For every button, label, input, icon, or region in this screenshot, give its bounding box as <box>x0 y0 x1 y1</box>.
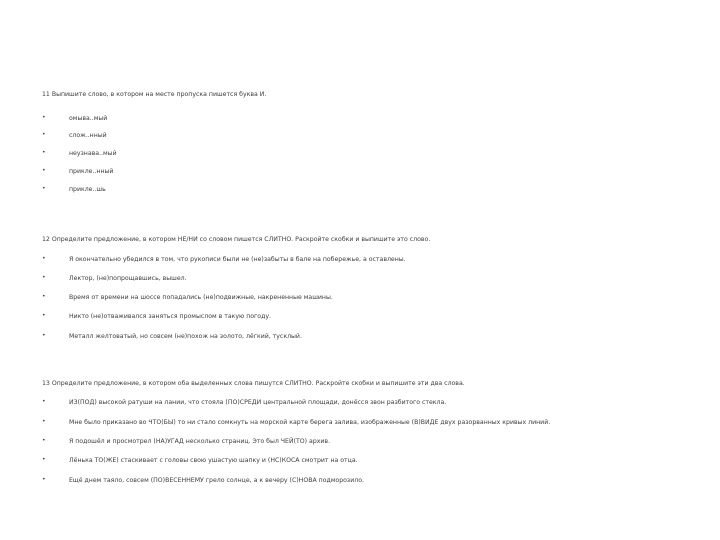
bullet-icon: • <box>42 437 46 444</box>
q11-option-1-text: омыва..мый <box>69 115 108 122</box>
q12-option-2-text: Лектор, (не)попрощавшись, вышел. <box>69 275 187 282</box>
bullet-icon: • <box>42 312 46 319</box>
question-13-title: 13 Определите предложение, в котором оба выделенных слова пишутся СЛИТНО. Раскройте скобки и выпишите эти два слова. <box>42 380 465 387</box>
bullet-icon: • <box>42 185 46 192</box>
q11-option-5-text: прикле..шь <box>69 186 106 193</box>
bullet-icon: • <box>42 418 46 425</box>
bullet-icon: • <box>42 167 46 174</box>
q11-option-3-text: неузнава..мый <box>69 150 117 157</box>
q12-option-3-text: Время от времени на шоссе попадались (не)подвижные, накрененные машины. <box>69 294 333 301</box>
q13-option-1-text: ИЗ(ПОД) высокой ратуши на лании, что стояла (ПО)СРЕДИ центральной площади, донёсся звон разбитого стекла. <box>69 399 447 406</box>
q13-option-3-text: Я подошёл и просмотрел (НА)УГАД несколько страниц. Это был ЧЕЙ(ТО) архив. <box>69 438 331 445</box>
q11-option-2-text: слож..нный <box>69 132 107 139</box>
bullet-icon: • <box>42 114 46 121</box>
q12-option-1-text: Я окончательно убедился в том, что рукописи были не (не)забыты в бале на побережье, а оставлены. <box>69 256 406 263</box>
bullet-icon: • <box>42 398 46 405</box>
bullet-icon: • <box>42 476 46 483</box>
question-11-title: 11 Выпишите слово, в котором на месте пропуска пишется буква И. <box>42 91 267 98</box>
bullet-icon: • <box>42 255 46 262</box>
q13-option-4-text: Лёнька ТО(ЖЕ) стаскивает с головы свою ушастую шапку и (НС)КОСА смотрит на отца. <box>69 457 358 464</box>
bullet-icon: • <box>42 274 46 281</box>
q11-option-4-text: прикле..нный <box>69 168 114 175</box>
bullet-icon: • <box>42 149 46 156</box>
q12-option-4-text: Никто (не)отваживался заняться промыслом в такую погоду. <box>69 313 271 320</box>
bullet-icon: • <box>42 131 46 138</box>
q13-option-2-text: Мне было приказано во ЧТО(БЫ) то ни стало сомкнуть на морской карте берега залива, изображенные (В)ВИДЕ двух разорванных кривых линий. <box>69 419 551 426</box>
q12-option-5-text: Металл желтоватый, но совсем (не)похож на золото, лёгкий, тусклый. <box>69 333 302 340</box>
bullet-icon: • <box>42 456 46 463</box>
question-12-title: 12 Определите предложение, в котором НЕ/НИ со словом пишется СЛИТНО. Раскройте скобки и выпишите это слово. <box>42 236 431 243</box>
bullet-icon: • <box>42 293 46 300</box>
q13-option-5-text: Ещё днем таяло, совсем (ПО)ВЕСЕННЕМУ грело солнце, а к вечеру (С)НОВА подморозило. <box>69 477 364 484</box>
bullet-icon: • <box>42 332 46 339</box>
